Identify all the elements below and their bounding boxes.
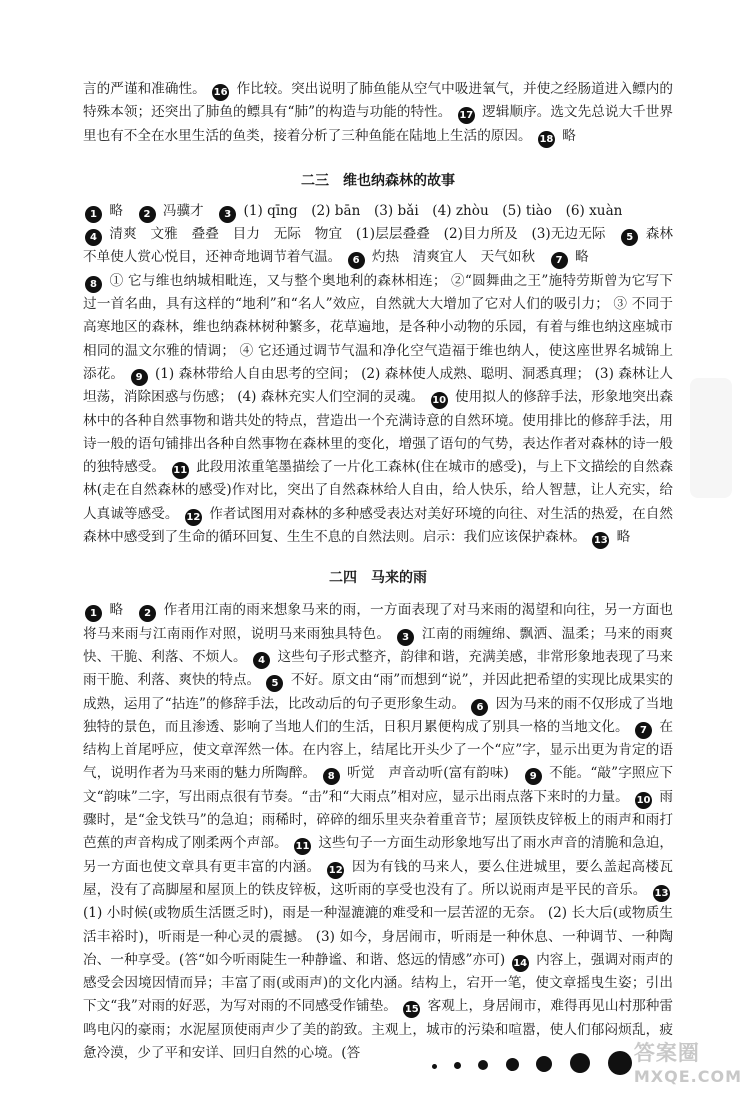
- page-body: [83, 78, 673, 1065]
- answer-number-badge: 13: [592, 532, 609, 549]
- decor-dot: [608, 1051, 632, 1075]
- watermark-url: MXQE.COM: [633, 1067, 742, 1086]
- answer-number-badge: 7: [635, 722, 652, 739]
- answer-number-badge: 7: [551, 252, 568, 269]
- margin-stamp: [690, 378, 732, 498]
- decor-dot: [432, 1064, 437, 1069]
- section-title-23: 二三 维也纳森林的故事: [301, 172, 455, 189]
- answer-number-badge: 1: [85, 206, 102, 223]
- watermark-text: 答案圈: [633, 1041, 700, 1065]
- answer-number-badge: 9: [131, 369, 148, 386]
- watermark-logo: [634, 1037, 742, 1086]
- answer-number-badge: 6: [348, 252, 365, 269]
- answer-number-badge: 4: [253, 652, 270, 669]
- section-23-answers-2: 4 清爽 文雅 叠叠 目力 无际 物宜 (1)层层叠叠 (2)目力所及 (3)无边无际 5 森林不单使人赏心悦目，还神奇地调节着气温。 6 灼热 清爽宜人 天气如秋 7 略: [83, 223, 673, 270]
- decor-dot: [506, 1058, 519, 1071]
- intro-paragraph: 言的严谨和准确性。 16 作比较。突出说明了肺鱼能从空气中吸进氧气，并使之经肠道进入鳔内的特殊本领；还突出了肺鱼的鳔具有“肺”的构造与功能的特性。 17 逻辑顺序。选文先总说大千世界里也有不全在水里生活的鱼类，接着分析了三种鱼能在陆地上生活的原因。 18 略: [83, 78, 673, 148]
- decor-dot: [536, 1056, 552, 1072]
- answer-number-badge: 14: [512, 955, 529, 972]
- answer-number-badge: 13: [653, 885, 670, 902]
- answer-number-badge: 12: [327, 862, 344, 879]
- answer-number-badge: 18: [538, 131, 555, 148]
- decor-dot: [478, 1060, 488, 1070]
- answer-number-badge: 10: [635, 792, 652, 809]
- answer-number-badge: 15: [403, 1001, 420, 1018]
- answer-number-badge: 10: [431, 392, 448, 409]
- answer-number-badge: 11: [294, 838, 311, 855]
- answer-number-badge: 6: [471, 699, 488, 716]
- answer-number-badge: 17: [458, 107, 475, 124]
- section-23-answers-1: 1 略 2 冯骥才 3 (1) qīng (2) bān (3) bǎi (4) zhòu (5) tiào (6) xuàn: [83, 200, 673, 223]
- answer-number-badge: 5: [621, 229, 638, 246]
- section-23-answers-3: 8 ① 它与维也纳城相毗连，又与整个奥地利的森林相连； ②“圆舞曲之王”施特劳斯曾为它写下过一首名曲，具有这样的“地利”和“名人”效应，自然就大大增加了它对人们的吸引力； ③ 不同于高寒地区的森林，维也纳森林树种繁多，花草遍地，是各种小动物的乐园，有着与维也纳这座城市相同的温文尔雅的情调； ④ 它还通过调节气温和净化空气造福于维也纳人，使这座世界名城锦上添花。 9 (1) 森林带给人自由思考的空间； (2) 森林使人成熟、聪明、洞悉真理； (3) 森林让人坦荡，消除困惑与伤感； (4) 森林充实人们空洞的灵魂。 10 使用拟人的修辞手法，形象地突出森林中的各种自然事物和谐共处的特点，营造出一个充满诗意的自然环境。使用排比的修辞手法，用诗一般的语句铺排出各种自然事物在森林里的变化，增强了语句的气势，表达作者对森林的诗一般的独特感受。 11 此段用浓重笔墨描绘了一片化工森林(住在城市的感受)，与上下文描绘的自然森林(走在自然森林的感受)作对比，突出了自然森林给人自由，给人快乐，给人智慧，让人充实，给人真诚等感受。 12 作者试图用对森林的多种感受表达对美好环境的向往、对生活的热爱，在自然森林中感受到了生命的循环回复、生生不息的自然法则。启示：我们应该保护森林。 13 略: [83, 270, 673, 550]
- answer-number-badge: 2: [139, 206, 156, 223]
- section-24-answers: 1 略 2 作者用江南的雨来想象马来的雨，一方面表现了对马来雨的渴望和向往，另一方面也将马来雨与江南雨作对照，说明马来雨独具特色。 3 江南的雨缠绵、飘洒、温柔；马来的雨爽快、干脆、利落、不烦人。 4 这些句子形式整齐，韵律和谐，充满美感，非常形象地表现了马来雨干脆、利落、爽快的特点。 5 不好。原文由“雨”而想到“说”，并因此把希望的实现比成果实的成熟，运用了“拈连”的修辞手法，比改动后的句子更形象生动。 6 因为马来的雨不仅形成了当地独特的景色，而且渗透、影响了当地人们的生活，日积月累便构成了别具一格的当地文化。 7 在结构上首尾呼应，使文章浑然一体。在内容上，结尾比开头少了一个“应”字，显示出更为肯定的语气，说明作者为马来雨的魅力所陶醉。 8 听觉 声音动听(富有韵味) 9 不能。“敲”字照应下文“韵味”二字，写出雨点很有节奏。“击”和“大雨点”相对应，显示出雨点落下来时的力量。 10 雨骤时，是“金戈铁马”的急迫；雨稀时，碎碎的细乐里夹杂着重音节；屋顶铁皮锌板上的雨声和雨打芭蕉的声音构成了刚柔两个声部。 11 这些句子一方面生动形象地写出了雨水声音的清脆和急迫，另一方面也使文章具有更丰富的内涵。 12 因为有钱的马来人，要么住进城里，要么盖起高楼瓦屋，没有了高脚屋和屋顶上的铁皮锌板，这听雨的享受也没有了。所以说雨声是平民的音乐。 13 (1) 小时候(或物质生活匮乏时)，雨是一种湿漉漉的难受和一层苦涩的无奈。 (2) 长大后(或物质生活丰裕时)，听雨是一种心灵的震撼。 (3) 如今，身居闹市，听雨是一种休息、一种调节、一种陶冶、一种享受。(答“如今听雨陡生一种静谧、和谐、悠远的情感”亦可) 14 内容上，强调对雨声的感受会因境因情而异；丰富了雨(或雨声)的文化内涵。结构上，宕开一笔，使文章摇曳生姿；引出下文“我”对雨的好恶，为写对雨的不同感受作铺垫。 15 客观上，身居闹市，难得再见山村那种雷鸣电闪的豪雨；水泥屋顶使雨声少了美的韵致。主观上，城市的污染和喧嚣，使人们郁闷烦乱，疲惫冷漠，少了平和安详、回归自然的心境。(答: [83, 602, 674, 1061]
- answer-number-badge: 16: [212, 84, 229, 101]
- decor-dot: [570, 1053, 590, 1073]
- answer-number-badge: 11: [172, 462, 189, 479]
- decor-dot: [454, 1062, 461, 1069]
- answer-number-badge: 8: [85, 276, 102, 293]
- answer-number-badge: 3: [397, 629, 414, 646]
- answer-number-badge: 9: [525, 768, 542, 785]
- answer-number-badge: 12: [185, 509, 202, 526]
- answer-number-badge: 2: [139, 605, 156, 622]
- answer-number-badge: 4: [85, 229, 102, 246]
- answer-number-badge: 8: [323, 768, 340, 785]
- section-title-24: 二四 马来的雨: [329, 570, 427, 587]
- answer-number-badge: 5: [266, 675, 283, 692]
- answer-number-badge: 1: [85, 605, 102, 622]
- answer-number-badge: 3: [219, 206, 236, 223]
